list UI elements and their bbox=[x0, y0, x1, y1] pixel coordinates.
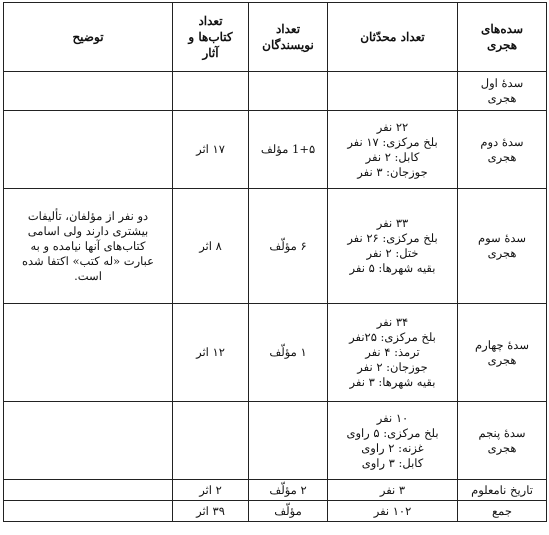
text-line: کابل: ۳ راوی bbox=[361, 455, 424, 470]
header-narrators bbox=[328, 3, 458, 72]
cell-period bbox=[458, 304, 547, 402]
header-notes bbox=[4, 3, 173, 72]
text-line: سدهٔ اول bbox=[480, 76, 524, 90]
cell-authors: 1+۵ مؤلف bbox=[249, 111, 328, 189]
text-line: ترمذ: ۴ نفر bbox=[365, 345, 420, 359]
cell-period bbox=[458, 72, 547, 111]
table-row bbox=[4, 111, 547, 189]
cell-books bbox=[173, 72, 249, 111]
cell-notes bbox=[4, 480, 173, 501]
cell-notes bbox=[4, 189, 173, 304]
cell-books: ۲ اثر bbox=[173, 480, 249, 501]
text-line: ۳ نفر bbox=[379, 482, 406, 497]
header-authors bbox=[249, 3, 328, 72]
text-line: هجری bbox=[486, 38, 518, 52]
total-notes bbox=[4, 501, 173, 522]
cell-books: ۱۲ اثر bbox=[173, 304, 249, 402]
cell-narrators bbox=[328, 304, 458, 402]
text-line: بلخ مرکزی: ۵ راوی bbox=[346, 425, 439, 440]
text-line: بقیه شهرها: ۳ نفر bbox=[349, 375, 436, 389]
total-authors: مؤلّف bbox=[249, 501, 328, 522]
text-line: جوزجان: ۳ نفر bbox=[357, 164, 428, 179]
text-line: بیشتری دارند ولی اسامی bbox=[27, 223, 149, 238]
text-line: ۱۰ نفر bbox=[376, 410, 409, 425]
text-line: هجری bbox=[487, 149, 517, 164]
text-line: ۳۳ نفر bbox=[376, 216, 409, 230]
text-line: تعداد bbox=[275, 22, 301, 36]
text-line: تعداد bbox=[198, 14, 223, 28]
text-line: کتاب‌ها و bbox=[188, 30, 233, 44]
table-row bbox=[4, 402, 547, 480]
text-line: توضیح bbox=[72, 30, 104, 44]
cell-authors bbox=[249, 72, 328, 111]
cell-period bbox=[458, 480, 547, 501]
hadith-narrators-table bbox=[3, 2, 547, 522]
header-books bbox=[173, 3, 249, 72]
text-line: جوزجان: ۲ نفر bbox=[357, 360, 428, 374]
cell-authors: ۱ مؤلّف bbox=[249, 304, 328, 402]
text-line: سدهٔ سوم bbox=[477, 231, 527, 245]
table-row bbox=[4, 72, 547, 111]
cell-notes bbox=[4, 72, 173, 111]
text-line: است. bbox=[74, 268, 102, 283]
text-line: ۲۲ نفر bbox=[376, 119, 409, 134]
text-line: سدهٔ چهارم bbox=[475, 337, 529, 352]
total-narrators: ۱۰۲ نفر bbox=[328, 501, 458, 522]
text-line: هجری bbox=[487, 440, 517, 455]
text-line: آثار bbox=[202, 46, 219, 60]
text-line: بلخ مرکزی: ۲۵نفر bbox=[349, 330, 436, 344]
cell-notes bbox=[4, 402, 173, 480]
text-line: دو نفر از مؤلفان، تألیفات bbox=[27, 208, 149, 223]
cell-period bbox=[458, 189, 547, 304]
text-line: هجری bbox=[487, 91, 517, 105]
cell-books bbox=[173, 402, 249, 480]
total-books: ۳۹ اثر bbox=[173, 501, 249, 522]
table-row bbox=[4, 304, 547, 402]
text-line: ۳۴ نفر bbox=[376, 315, 409, 329]
text-line: سدهٔ پنجم bbox=[478, 425, 526, 440]
cell-authors: ۲ مؤلّف bbox=[249, 480, 328, 501]
table-row bbox=[4, 189, 547, 304]
text-line: تعداد محدّثان bbox=[360, 30, 425, 44]
cell-narrators bbox=[328, 480, 458, 501]
text-line: بلخ مرکزی: ۲۶ نفر bbox=[347, 231, 438, 245]
cell-books: ۸ اثر bbox=[173, 189, 249, 304]
text-line: هجری bbox=[487, 352, 517, 367]
cell-authors: ۶ مؤلّف bbox=[249, 189, 328, 304]
table-row bbox=[4, 480, 547, 501]
cell-books: ۱۷ اثر bbox=[173, 111, 249, 189]
cell-period bbox=[458, 402, 547, 480]
text-line: تاریخ نامعلوم bbox=[471, 482, 533, 497]
cell-notes bbox=[4, 111, 173, 189]
text-line: سدهٔ دوم bbox=[480, 134, 524, 149]
cell-authors bbox=[249, 402, 328, 480]
total-label: جمع bbox=[458, 501, 547, 522]
text-line: نویسندگان bbox=[262, 38, 314, 52]
cell-period bbox=[458, 111, 547, 189]
text-line: بلخ مرکزی: ۱۷ نفر bbox=[347, 134, 438, 149]
cell-notes bbox=[4, 304, 173, 402]
cell-narrators bbox=[328, 189, 458, 304]
text-line: هجری bbox=[487, 246, 517, 260]
text-line: سده‌های bbox=[480, 22, 524, 36]
cell-narrators bbox=[328, 111, 458, 189]
text-line: عبارت «له کتب» اکتفا شده bbox=[22, 253, 154, 268]
cell-narrators bbox=[328, 402, 458, 480]
total-row bbox=[4, 501, 547, 522]
text-line: کابل: ۲ نفر bbox=[365, 149, 420, 164]
text-line: غزنه: ۲ راوی bbox=[361, 440, 424, 455]
text-line: ختل: ۲ نفر bbox=[366, 246, 419, 260]
text-line: بقیه شهرها: ۵ نفر bbox=[349, 261, 436, 275]
header-period bbox=[458, 3, 547, 72]
cell-narrators bbox=[328, 72, 458, 111]
text-line: کتاب‌های آنها نیامده و به bbox=[30, 238, 146, 253]
header-row bbox=[4, 3, 547, 72]
